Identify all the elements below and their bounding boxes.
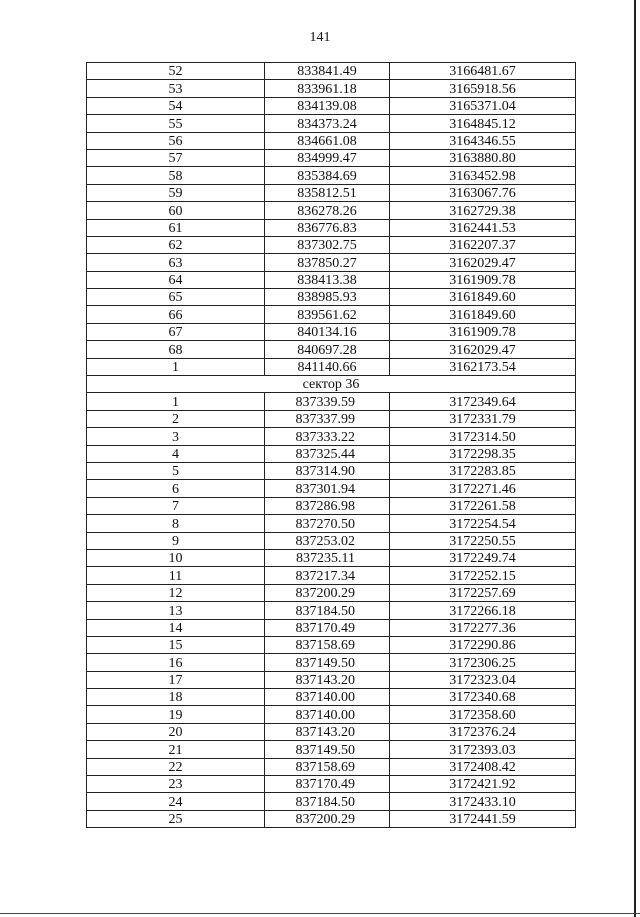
x-coordinate-cell: 833961.18 [265, 80, 390, 97]
y-coordinate-cell: 3172266.18 [390, 602, 576, 619]
y-coordinate-cell: 3172277.36 [390, 619, 576, 636]
x-coordinate-cell: 837158.69 [265, 758, 390, 775]
coordinates-table [86, 62, 576, 828]
y-coordinate-cell: 3161909.78 [390, 323, 576, 340]
section-title: сектор 36 [87, 376, 576, 393]
table-row [87, 689, 576, 706]
point-number-cell: 56 [87, 132, 265, 149]
point-number-cell: 62 [87, 236, 265, 253]
point-number-cell: 11 [87, 567, 265, 584]
point-number-cell: 13 [87, 602, 265, 619]
point-number-cell: 52 [87, 63, 265, 80]
y-coordinate-cell: 3172421.92 [390, 776, 576, 793]
y-coordinate-cell: 3172249.74 [390, 549, 576, 566]
x-coordinate-cell: 837337.99 [265, 410, 390, 427]
y-coordinate-cell: 3164346.55 [390, 132, 576, 149]
x-coordinate-cell: 834373.24 [265, 115, 390, 132]
point-number-cell: 1 [87, 358, 265, 375]
y-coordinate-cell: 3172257.69 [390, 584, 576, 601]
table-row [87, 132, 576, 149]
point-number-cell: 25 [87, 810, 265, 827]
x-coordinate-cell: 838413.38 [265, 271, 390, 288]
point-number-cell: 15 [87, 636, 265, 653]
table-row [87, 323, 576, 340]
point-number-cell: 24 [87, 793, 265, 810]
point-number-cell: 14 [87, 619, 265, 636]
point-number-cell: 67 [87, 323, 265, 340]
point-number-cell: 58 [87, 167, 265, 184]
point-number-cell: 21 [87, 741, 265, 758]
table-row [87, 428, 576, 445]
table-row [87, 480, 576, 497]
table-row [87, 358, 576, 375]
y-coordinate-cell: 3166481.67 [390, 63, 576, 80]
x-coordinate-cell: 837333.22 [265, 428, 390, 445]
point-number-cell: 68 [87, 341, 265, 358]
point-number-cell: 1 [87, 393, 265, 410]
table-row [87, 584, 576, 601]
x-coordinate-cell: 837270.50 [265, 515, 390, 532]
table-row [87, 63, 576, 80]
table-row [87, 202, 576, 219]
x-coordinate-cell: 837184.50 [265, 793, 390, 810]
point-number-cell: 22 [87, 758, 265, 775]
point-number-cell: 12 [87, 584, 265, 601]
point-number-cell: 60 [87, 202, 265, 219]
coordinates-group-1 [87, 63, 576, 376]
x-coordinate-cell: 837314.90 [265, 462, 390, 479]
x-coordinate-cell: 837339.59 [265, 393, 390, 410]
x-coordinate-cell: 835812.51 [265, 184, 390, 201]
point-number-cell: 2 [87, 410, 265, 427]
y-coordinate-cell: 3162729.38 [390, 202, 576, 219]
y-coordinate-cell: 3164845.12 [390, 115, 576, 132]
table-row [87, 393, 576, 410]
x-coordinate-cell: 837143.20 [265, 671, 390, 688]
x-coordinate-cell: 837140.00 [265, 706, 390, 723]
y-coordinate-cell: 3163880.80 [390, 149, 576, 166]
x-coordinate-cell: 835384.69 [265, 167, 390, 184]
x-coordinate-cell: 837149.50 [265, 654, 390, 671]
point-number-cell: 18 [87, 689, 265, 706]
point-number-cell: 6 [87, 480, 265, 497]
y-coordinate-cell: 3162029.47 [390, 254, 576, 271]
x-coordinate-cell: 837200.29 [265, 584, 390, 601]
table-row [87, 97, 576, 114]
x-coordinate-cell: 837325.44 [265, 445, 390, 462]
x-coordinate-cell: 837170.49 [265, 776, 390, 793]
x-coordinate-cell: 833841.49 [265, 63, 390, 80]
y-coordinate-cell: 3172393.03 [390, 741, 576, 758]
y-coordinate-cell: 3172323.04 [390, 671, 576, 688]
point-number-cell: 3 [87, 428, 265, 445]
y-coordinate-cell: 3162441.53 [390, 219, 576, 236]
y-coordinate-cell: 3172252.15 [390, 567, 576, 584]
x-coordinate-cell: 834661.08 [265, 132, 390, 149]
x-coordinate-cell: 837286.98 [265, 497, 390, 514]
section-header-row [87, 376, 576, 393]
table-row [87, 567, 576, 584]
table-row [87, 515, 576, 532]
table-row [87, 271, 576, 288]
page-edge [634, 0, 636, 917]
x-coordinate-cell: 837140.00 [265, 689, 390, 706]
y-coordinate-cell: 3172306.25 [390, 654, 576, 671]
point-number-cell: 7 [87, 497, 265, 514]
y-coordinate-cell: 3172408.42 [390, 758, 576, 775]
x-coordinate-cell: 837143.20 [265, 723, 390, 740]
y-coordinate-cell: 3163067.76 [390, 184, 576, 201]
table-row [87, 149, 576, 166]
x-coordinate-cell: 840697.28 [265, 341, 390, 358]
point-number-cell: 10 [87, 549, 265, 566]
point-number-cell: 17 [87, 671, 265, 688]
y-coordinate-cell: 3165371.04 [390, 97, 576, 114]
point-number-cell: 63 [87, 254, 265, 271]
x-coordinate-cell: 837170.49 [265, 619, 390, 636]
table-row [87, 776, 576, 793]
table-row [87, 497, 576, 514]
y-coordinate-cell: 3172358.60 [390, 706, 576, 723]
x-coordinate-cell: 837850.27 [265, 254, 390, 271]
table-row [87, 410, 576, 427]
x-coordinate-cell: 837235.11 [265, 549, 390, 566]
table-row [87, 723, 576, 740]
table-row [87, 445, 576, 462]
point-number-cell: 59 [87, 184, 265, 201]
x-coordinate-cell: 837302.75 [265, 236, 390, 253]
y-coordinate-cell: 3162173.54 [390, 358, 576, 375]
point-number-cell: 53 [87, 80, 265, 97]
table-row [87, 636, 576, 653]
x-coordinate-cell: 834139.08 [265, 97, 390, 114]
point-number-cell: 5 [87, 462, 265, 479]
table-row [87, 532, 576, 549]
y-coordinate-cell: 3172441.59 [390, 810, 576, 827]
x-coordinate-cell: 837217.34 [265, 567, 390, 584]
x-coordinate-cell: 839561.62 [265, 306, 390, 323]
point-number-cell: 55 [87, 115, 265, 132]
y-coordinate-cell: 3172290.86 [390, 636, 576, 653]
table-row [87, 80, 576, 97]
x-coordinate-cell: 840134.16 [265, 323, 390, 340]
y-coordinate-cell: 3172314.50 [390, 428, 576, 445]
table-row [87, 741, 576, 758]
y-coordinate-cell: 3172433.10 [390, 793, 576, 810]
y-coordinate-cell: 3162207.37 [390, 236, 576, 253]
x-coordinate-cell: 838985.93 [265, 289, 390, 306]
table-row [87, 254, 576, 271]
y-coordinate-cell: 3161909.78 [390, 271, 576, 288]
table-row [87, 758, 576, 775]
table-row [87, 462, 576, 479]
table-row [87, 236, 576, 253]
point-number-cell: 16 [87, 654, 265, 671]
table-row [87, 306, 576, 323]
x-coordinate-cell: 834999.47 [265, 149, 390, 166]
y-coordinate-cell: 3172271.46 [390, 480, 576, 497]
page-edge-bottom [0, 913, 640, 914]
point-number-cell: 66 [87, 306, 265, 323]
y-coordinate-cell: 3172349.64 [390, 393, 576, 410]
x-coordinate-cell: 841140.66 [265, 358, 390, 375]
y-coordinate-cell: 3172340.68 [390, 689, 576, 706]
y-coordinate-cell: 3165918.56 [390, 80, 576, 97]
point-number-cell: 23 [87, 776, 265, 793]
table-row [87, 793, 576, 810]
point-number-cell: 65 [87, 289, 265, 306]
y-coordinate-cell: 3172261.58 [390, 497, 576, 514]
table-row [87, 115, 576, 132]
table-row [87, 706, 576, 723]
y-coordinate-cell: 3172254.54 [390, 515, 576, 532]
y-coordinate-cell: 3172331.79 [390, 410, 576, 427]
y-coordinate-cell: 3172298.35 [390, 445, 576, 462]
table-row [87, 184, 576, 201]
table-row [87, 654, 576, 671]
table-row [87, 341, 576, 358]
table-row [87, 167, 576, 184]
coordinates-group-2 [87, 393, 576, 828]
table-row [87, 619, 576, 636]
point-number-cell: 9 [87, 532, 265, 549]
x-coordinate-cell: 836776.83 [265, 219, 390, 236]
section-header [87, 376, 576, 393]
table-row [87, 549, 576, 566]
y-coordinate-cell: 3172376.24 [390, 723, 576, 740]
point-number-cell: 64 [87, 271, 265, 288]
x-coordinate-cell: 837184.50 [265, 602, 390, 619]
table-row [87, 671, 576, 688]
point-number-cell: 8 [87, 515, 265, 532]
x-coordinate-cell: 837200.29 [265, 810, 390, 827]
x-coordinate-cell: 837158.69 [265, 636, 390, 653]
table-row [87, 289, 576, 306]
x-coordinate-cell: 837301.94 [265, 480, 390, 497]
y-coordinate-cell: 3162029.47 [390, 341, 576, 358]
point-number-cell: 19 [87, 706, 265, 723]
y-coordinate-cell: 3172250.55 [390, 532, 576, 549]
point-number-cell: 4 [87, 445, 265, 462]
point-number-cell: 61 [87, 219, 265, 236]
table-row [87, 810, 576, 827]
x-coordinate-cell: 837253.02 [265, 532, 390, 549]
point-number-cell: 54 [87, 97, 265, 114]
y-coordinate-cell: 3161849.60 [390, 306, 576, 323]
point-number-cell: 20 [87, 723, 265, 740]
x-coordinate-cell: 837149.50 [265, 741, 390, 758]
point-number-cell: 57 [87, 149, 265, 166]
table-row [87, 219, 576, 236]
table-row [87, 602, 576, 619]
page-number: 141 [309, 30, 331, 45]
y-coordinate-cell: 3161849.60 [390, 289, 576, 306]
y-coordinate-cell: 3172283.85 [390, 462, 576, 479]
x-coordinate-cell: 836278.26 [265, 202, 390, 219]
y-coordinate-cell: 3163452.98 [390, 167, 576, 184]
